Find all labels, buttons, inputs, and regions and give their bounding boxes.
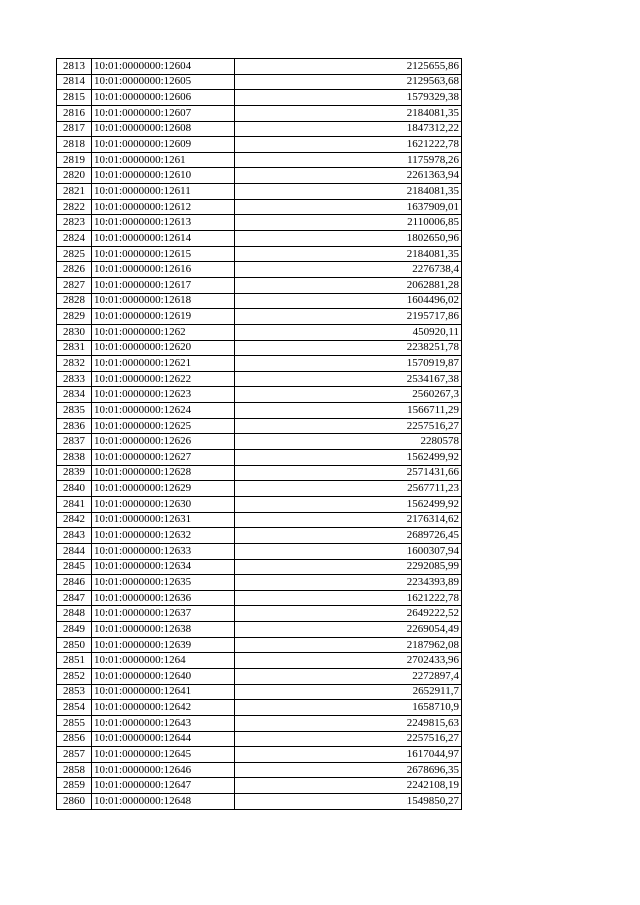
table-row xyxy=(57,778,462,794)
table-row xyxy=(57,700,462,716)
row-number-cell: 2842 xyxy=(57,512,92,528)
table-row xyxy=(57,606,462,622)
cadastral-number-cell: 10:01:0000000:12647 xyxy=(92,778,235,794)
cadastral-number-cell: 10:01:0000000:12617 xyxy=(92,277,235,293)
row-number-cell: 2840 xyxy=(57,481,92,497)
value-cell: 1802650,96 xyxy=(235,231,462,247)
table-row xyxy=(57,309,462,325)
table-row xyxy=(57,199,462,215)
cadastral-number-cell: 10:01:0000000:12616 xyxy=(92,262,235,278)
value-cell: 1600307,94 xyxy=(235,543,462,559)
cadastral-number-cell: 10:01:0000000:12645 xyxy=(92,747,235,763)
cadastral-number-cell: 10:01:0000000:12635 xyxy=(92,575,235,591)
row-number-cell: 2825 xyxy=(57,246,92,262)
table-row xyxy=(57,184,462,200)
cadastral-number-cell: 10:01:0000000:12637 xyxy=(92,606,235,622)
row-number-cell: 2821 xyxy=(57,184,92,200)
value-cell: 2702433,96 xyxy=(235,653,462,669)
value-cell: 2261363,94 xyxy=(235,168,462,184)
table-row xyxy=(57,684,462,700)
value-cell: 2238251,78 xyxy=(235,340,462,356)
value-cell: 2195717,86 xyxy=(235,309,462,325)
cadastral-number-cell: 10:01:0000000:12614 xyxy=(92,231,235,247)
cadastral-number-cell: 10:01:0000000:12610 xyxy=(92,168,235,184)
row-number-cell: 2859 xyxy=(57,778,92,794)
cadastral-number-cell: 10:01:0000000:12613 xyxy=(92,215,235,231)
row-number-cell: 2848 xyxy=(57,606,92,622)
cadastral-number-cell: 10:01:0000000:12624 xyxy=(92,403,235,419)
value-cell: 1604496,02 xyxy=(235,293,462,309)
value-cell: 1175978,26 xyxy=(235,152,462,168)
table-row xyxy=(57,121,462,137)
value-cell: 2249815,63 xyxy=(235,715,462,731)
table-row xyxy=(57,637,462,653)
cadastral-number-cell: 10:01:0000000:12641 xyxy=(92,684,235,700)
value-cell: 2176314,62 xyxy=(235,512,462,528)
table-row xyxy=(57,152,462,168)
table-row xyxy=(57,465,462,481)
table-row xyxy=(57,387,462,403)
value-cell: 2652911,7 xyxy=(235,684,462,700)
cadastral-number-cell: 10:01:0000000:12630 xyxy=(92,496,235,512)
value-cell: 1658710,9 xyxy=(235,700,462,716)
value-cell: 2187962,08 xyxy=(235,637,462,653)
row-number-cell: 2831 xyxy=(57,340,92,356)
value-cell: 2184081,35 xyxy=(235,184,462,200)
row-number-cell: 2822 xyxy=(57,199,92,215)
cadastral-number-cell: 10:01:0000000:1264 xyxy=(92,653,235,669)
table-row xyxy=(57,715,462,731)
table-row xyxy=(57,450,462,466)
value-cell: 2272897,4 xyxy=(235,668,462,684)
row-number-cell: 2837 xyxy=(57,434,92,450)
value-cell: 2269054,49 xyxy=(235,622,462,638)
table-row xyxy=(57,403,462,419)
table-row xyxy=(57,496,462,512)
cadastral-number-cell: 10:01:0000000:12644 xyxy=(92,731,235,747)
table-row xyxy=(57,137,462,153)
cadastral-number-cell: 10:01:0000000:12623 xyxy=(92,387,235,403)
table-row xyxy=(57,105,462,121)
value-cell: 1621222,78 xyxy=(235,590,462,606)
row-number-cell: 2843 xyxy=(57,528,92,544)
value-cell: 2184081,35 xyxy=(235,105,462,121)
row-number-cell: 2824 xyxy=(57,231,92,247)
row-number-cell: 2834 xyxy=(57,387,92,403)
table-row xyxy=(57,418,462,434)
table-row xyxy=(57,262,462,278)
cadastral-number-cell: 10:01:0000000:12622 xyxy=(92,371,235,387)
cadastral-number-cell: 10:01:0000000:12621 xyxy=(92,356,235,372)
cadastral-number-cell: 10:01:0000000:12625 xyxy=(92,418,235,434)
value-cell: 2560267,3 xyxy=(235,387,462,403)
value-cell: 1566711,29 xyxy=(235,403,462,419)
row-number-cell: 2846 xyxy=(57,575,92,591)
row-number-cell: 2844 xyxy=(57,543,92,559)
value-cell: 1637909,01 xyxy=(235,199,462,215)
row-number-cell: 2854 xyxy=(57,700,92,716)
table-row xyxy=(57,794,462,810)
table-row xyxy=(57,622,462,638)
table-row xyxy=(57,277,462,293)
row-number-cell: 2833 xyxy=(57,371,92,387)
row-number-cell: 2823 xyxy=(57,215,92,231)
value-cell: 1847312,22 xyxy=(235,121,462,137)
value-cell: 1570919,87 xyxy=(235,356,462,372)
table-row xyxy=(57,434,462,450)
cadastral-number-cell: 10:01:0000000:12609 xyxy=(92,137,235,153)
row-number-cell: 2827 xyxy=(57,277,92,293)
value-cell: 1562499,92 xyxy=(235,496,462,512)
value-cell: 2257516,27 xyxy=(235,418,462,434)
table-row xyxy=(57,559,462,575)
value-cell: 2678696,35 xyxy=(235,762,462,778)
table-row xyxy=(57,246,462,262)
row-number-cell: 2815 xyxy=(57,90,92,106)
cadastral-number-cell: 10:01:0000000:12642 xyxy=(92,700,235,716)
cadastral-number-cell: 10:01:0000000:12604 xyxy=(92,59,235,75)
value-cell: 1621222,78 xyxy=(235,137,462,153)
cadastral-number-cell: 10:01:0000000:12638 xyxy=(92,622,235,638)
cadastral-number-cell: 10:01:0000000:12643 xyxy=(92,715,235,731)
value-cell: 1579329,38 xyxy=(235,90,462,106)
table-row xyxy=(57,293,462,309)
cadastral-number-cell: 10:01:0000000:12639 xyxy=(92,637,235,653)
cadastral-number-cell: 10:01:0000000:12626 xyxy=(92,434,235,450)
row-number-cell: 2857 xyxy=(57,747,92,763)
row-number-cell: 2852 xyxy=(57,668,92,684)
row-number-cell: 2839 xyxy=(57,465,92,481)
row-number-cell: 2830 xyxy=(57,324,92,340)
cadastral-number-cell: 10:01:0000000:12612 xyxy=(92,199,235,215)
value-cell: 2276738,4 xyxy=(235,262,462,278)
row-number-cell: 2850 xyxy=(57,637,92,653)
row-number-cell: 2816 xyxy=(57,105,92,121)
row-number-cell: 2818 xyxy=(57,137,92,153)
cadastral-number-cell: 10:01:0000000:12606 xyxy=(92,90,235,106)
value-cell: 2257516,27 xyxy=(235,731,462,747)
row-number-cell: 2826 xyxy=(57,262,92,278)
table-row xyxy=(57,215,462,231)
table-row xyxy=(57,762,462,778)
table-row xyxy=(57,653,462,669)
cadastral-number-cell: 10:01:0000000:12607 xyxy=(92,105,235,121)
row-number-cell: 2813 xyxy=(57,59,92,75)
cadastral-number-cell: 10:01:0000000:12628 xyxy=(92,465,235,481)
table-row xyxy=(57,59,462,75)
value-cell: 2571431,66 xyxy=(235,465,462,481)
cadastral-number-cell: 10:01:0000000:12634 xyxy=(92,559,235,575)
row-number-cell: 2851 xyxy=(57,653,92,669)
cadastral-number-cell: 10:01:0000000:12640 xyxy=(92,668,235,684)
row-number-cell: 2828 xyxy=(57,293,92,309)
row-number-cell: 2829 xyxy=(57,309,92,325)
table-row xyxy=(57,90,462,106)
cadastral-number-cell: 10:01:0000000:12619 xyxy=(92,309,235,325)
row-number-cell: 2849 xyxy=(57,622,92,638)
cadastral-number-cell: 10:01:0000000:1262 xyxy=(92,324,235,340)
value-cell: 2110006,85 xyxy=(235,215,462,231)
row-number-cell: 2847 xyxy=(57,590,92,606)
cadastral-number-cell: 10:01:0000000:12627 xyxy=(92,450,235,466)
row-number-cell: 2855 xyxy=(57,715,92,731)
value-cell: 1562499,92 xyxy=(235,450,462,466)
value-cell: 2062881,28 xyxy=(235,277,462,293)
value-cell: 2689726,45 xyxy=(235,528,462,544)
value-cell: 2184081,35 xyxy=(235,246,462,262)
table-row xyxy=(57,590,462,606)
cadastral-number-cell: 10:01:0000000:12632 xyxy=(92,528,235,544)
cadastral-number-cell: 10:01:0000000:12629 xyxy=(92,481,235,497)
value-cell: 2129563,68 xyxy=(235,74,462,90)
cadastral-number-cell: 10:01:0000000:12646 xyxy=(92,762,235,778)
table-row xyxy=(57,668,462,684)
cadastral-number-cell: 10:01:0000000:12636 xyxy=(92,590,235,606)
cadastral-number-cell: 10:01:0000000:12633 xyxy=(92,543,235,559)
value-cell: 2242108,19 xyxy=(235,778,462,794)
value-cell: 1549850,27 xyxy=(235,794,462,810)
value-cell: 2534167,38 xyxy=(235,371,462,387)
value-cell: 2292085,99 xyxy=(235,559,462,575)
cadastral-number-cell: 10:01:0000000:12620 xyxy=(92,340,235,356)
cadastral-number-cell: 10:01:0000000:12631 xyxy=(92,512,235,528)
row-number-cell: 2841 xyxy=(57,496,92,512)
cadastral-number-cell: 10:01:0000000:1261 xyxy=(92,152,235,168)
table-row xyxy=(57,528,462,544)
table-row xyxy=(57,575,462,591)
table-body xyxy=(57,59,462,810)
table-row xyxy=(57,324,462,340)
table-row xyxy=(57,731,462,747)
table-row xyxy=(57,747,462,763)
row-number-cell: 2820 xyxy=(57,168,92,184)
table-row xyxy=(57,231,462,247)
row-number-cell: 2838 xyxy=(57,450,92,466)
value-cell: 2567711,23 xyxy=(235,481,462,497)
row-number-cell: 2860 xyxy=(57,794,92,810)
row-number-cell: 2817 xyxy=(57,121,92,137)
cadastral-number-cell: 10:01:0000000:12615 xyxy=(92,246,235,262)
value-cell: 1617044,97 xyxy=(235,747,462,763)
row-number-cell: 2835 xyxy=(57,403,92,419)
row-number-cell: 2814 xyxy=(57,74,92,90)
row-number-cell: 2858 xyxy=(57,762,92,778)
value-cell: 2125655,86 xyxy=(235,59,462,75)
row-number-cell: 2836 xyxy=(57,418,92,434)
row-number-cell: 2856 xyxy=(57,731,92,747)
row-number-cell: 2845 xyxy=(57,559,92,575)
cadastral-value-table xyxy=(56,58,462,810)
cadastral-number-cell: 10:01:0000000:12611 xyxy=(92,184,235,200)
value-cell: 2280578 xyxy=(235,434,462,450)
cadastral-number-cell: 10:01:0000000:12605 xyxy=(92,74,235,90)
cadastral-number-cell: 10:01:0000000:12648 xyxy=(92,794,235,810)
value-cell: 2234393,89 xyxy=(235,575,462,591)
row-number-cell: 2832 xyxy=(57,356,92,372)
value-cell: 2649222,52 xyxy=(235,606,462,622)
table-row xyxy=(57,512,462,528)
table-row xyxy=(57,74,462,90)
value-cell: 450920,11 xyxy=(235,324,462,340)
table-row xyxy=(57,371,462,387)
table-row xyxy=(57,356,462,372)
table-row xyxy=(57,168,462,184)
cadastral-number-cell: 10:01:0000000:12608 xyxy=(92,121,235,137)
table-row xyxy=(57,340,462,356)
table-row xyxy=(57,543,462,559)
table-row xyxy=(57,481,462,497)
cadastral-number-cell: 10:01:0000000:12618 xyxy=(92,293,235,309)
row-number-cell: 2819 xyxy=(57,152,92,168)
row-number-cell: 2853 xyxy=(57,684,92,700)
